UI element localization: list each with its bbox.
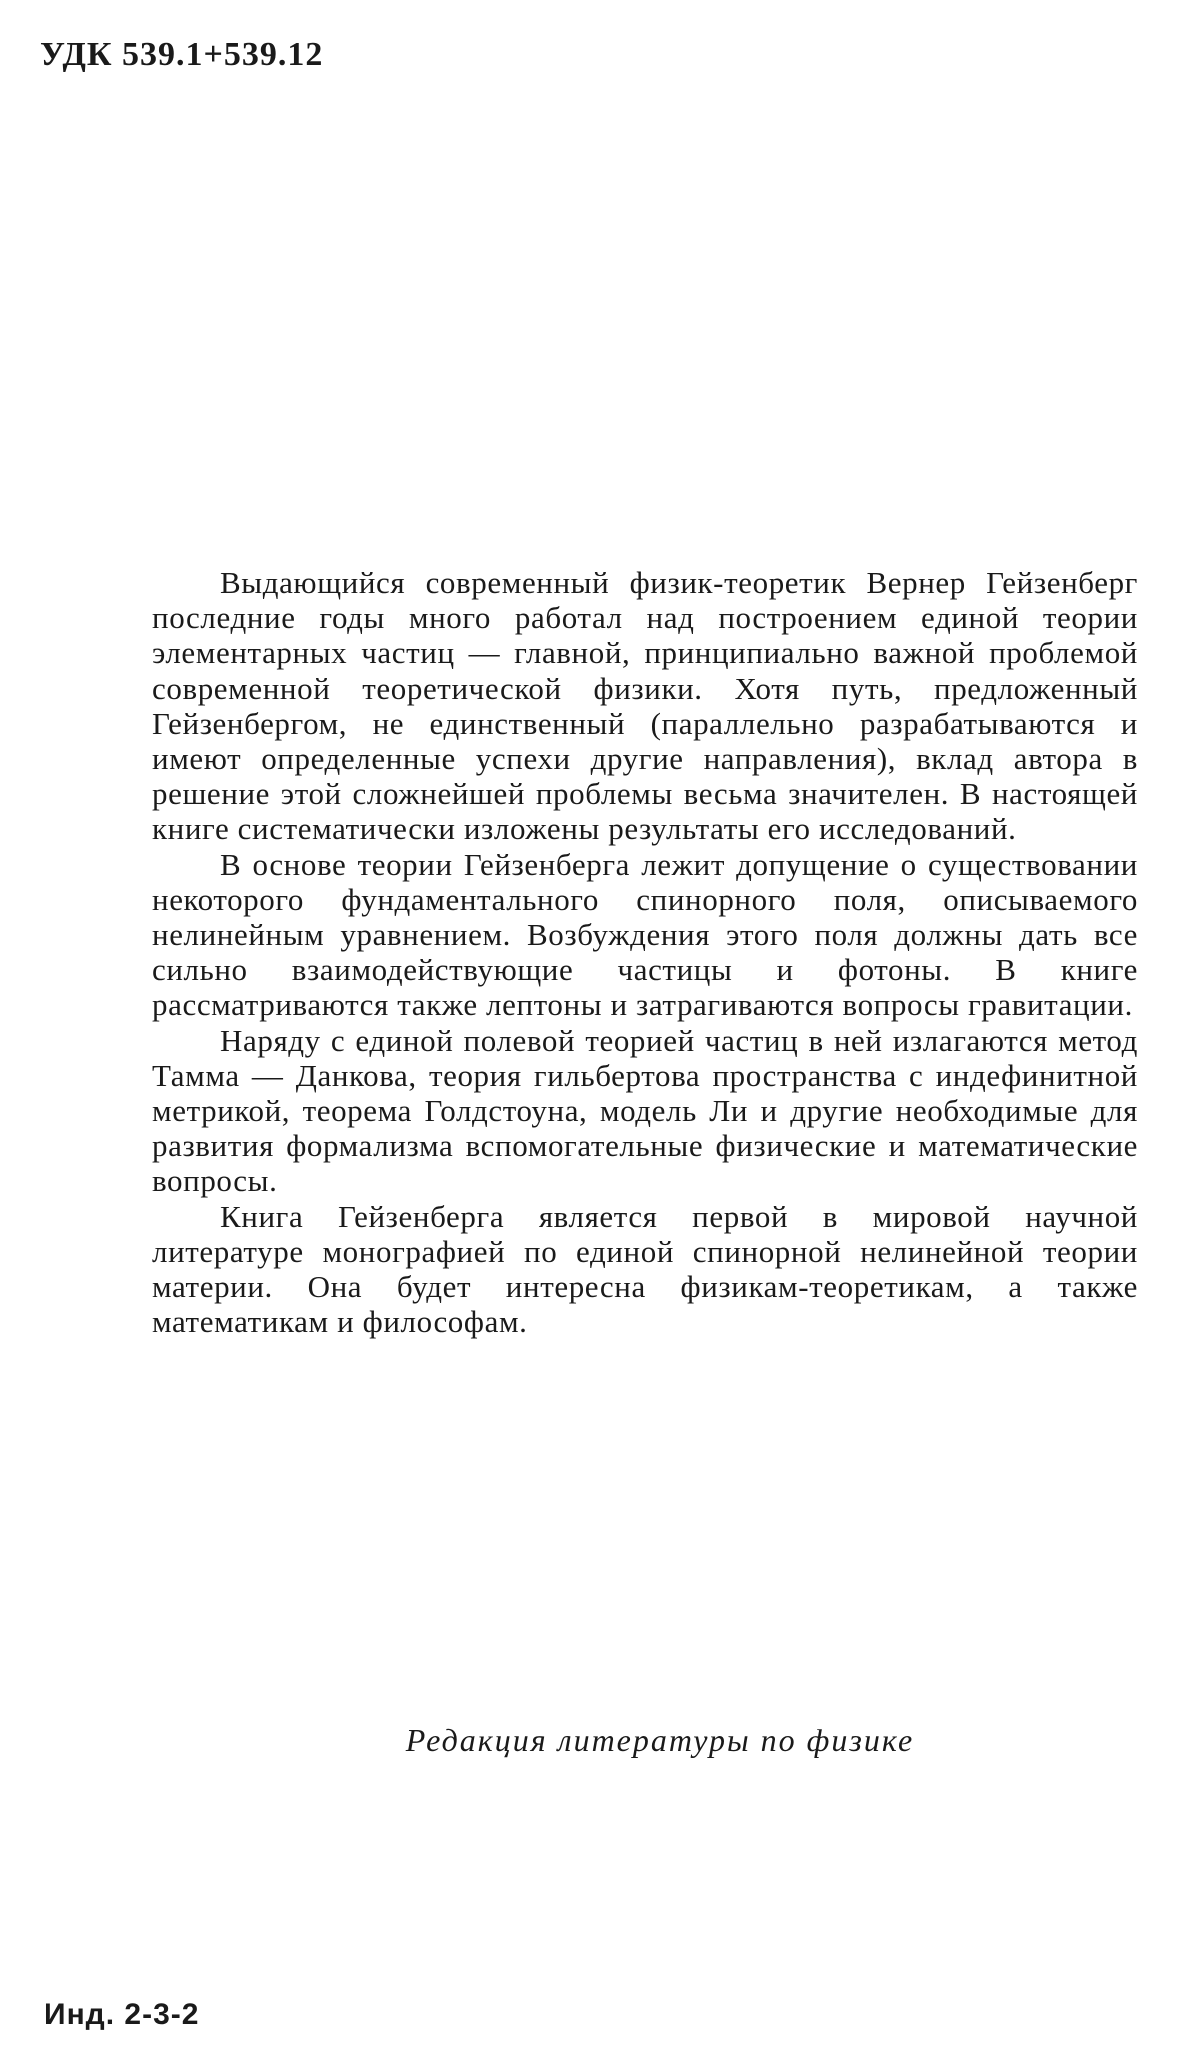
- annotation-paragraph: В основе теории Гейзенберга лежит допущение о существовании некоторого фундаментального спинорного поля, описываемого нелинейным уравнением. Возбуждения этого поля должны дать все сильно взаимодействующие частицы и фотоны. В книге рассматриваются также лептоны и затрагиваются вопросы гравитации.: [152, 846, 1138, 1023]
- book-annotation: [152, 565, 1138, 1339]
- annotation-paragraph: Книга Гейзенберга является первой в мировой научной литературе монографией по единой спинорной нелинейной теории материи. Она будет интересна физикам-теоретикам, а также математикам и философам.: [152, 1198, 1138, 1340]
- annotation-paragraph: Наряду с единой полевой теорией частиц в ней излагаются метод Тамма — Данкова, теория гильбертова пространства с индефинитной метрикой, теорема Голдстоуна, модель Ли и другие необходимые для развития формализма вспомогательные физические и математические вопросы.: [152, 1022, 1138, 1199]
- publication-index: Инд. 2-3-2: [44, 1998, 200, 2031]
- annotation-paragraph: Выдающийся современный физик-теоретик Вернер Гейзенберг последние годы много работал над построением единой теории элементарных частиц — главной, принципиально важной проблемой современной теоретической физики. Хотя путь, предложенный Гейзенбергом, не единственный (параллельно разрабатываются и имеют определенные успехи другие направления), вклад автора в решение этой сложнейшей проблемы весьма значителен. В настоящей книге систематически изложены результаты его исследований.: [152, 565, 1138, 847]
- editorial-office-credit: Редакция литературы по физике: [405, 1722, 915, 1758]
- udk-classification: УДК 539.1+539.12: [40, 36, 324, 73]
